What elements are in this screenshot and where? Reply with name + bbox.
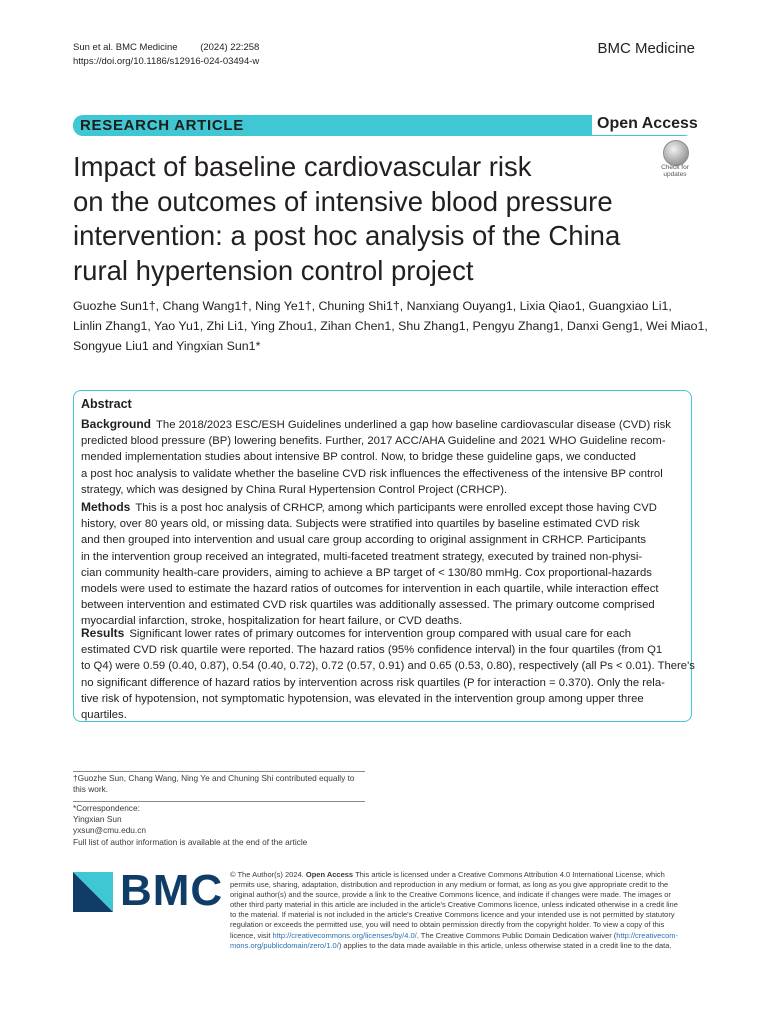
abstract-line: Significant lower rates of primary outcomes for intervention group compared with usual care for each [129,628,632,640]
license-line: licence, visit [230,930,271,940]
cc-by-link[interactable]: http://creativecommons.org/licenses/by/4.0/ [272,930,417,940]
cc0-link-part1[interactable]: http://creativecom- [616,930,678,940]
abstract-line: and then grouped into intervention and usual care group according to original assignment in CRHCP. Participants [81,534,646,547]
journal-name: BMC Medicine [597,40,695,57]
license-line: This article is licensed under a Creative Commons Attribution 4.0 International License, which [355,870,665,879]
abstract-line: myocardial infarction, stroke, hospitalization for heart failure, or CVD deaths. [81,615,463,628]
footnote-divider [73,801,365,802]
title-line: Impact of baseline cardiovascular risk [73,151,532,182]
check-updates-line1: Check for [661,164,689,171]
check-updates-line2: updates [663,171,687,178]
abstract-heading: Abstract [81,397,132,411]
author-line: Songyue Liu1 and Yingxian Sun1* [73,339,261,353]
abstract-line: no significant difference of hazard ratios by intervention across risk quartiles (P for interaction = 0.370). Only the rela- [81,676,665,689]
correspondence-note [73,803,373,848]
open-access-label: Open Access [597,115,698,132]
license-copyright: © The Author(s) 2024. [230,870,304,879]
license-line: regulation or exceeds the permitted use, you will need to obtain permission directly from the copyright holder. To view a copy of this [230,920,665,930]
license-line: other third party material in this article are included in the article's Creative Commons licence, unless indicated otherwise in a credit line [230,900,678,910]
title-line: intervention: a post hoc analysis of the China [73,220,621,251]
correspondence-email[interactable]: yxsun@cmu.edu.cn [73,825,146,836]
license-line: ) applies to the data made available in this article, unless otherwise stated in a credit line to the data. [338,940,672,950]
year-volume: (2024) 22:258 [200,42,260,53]
article-type-label: RESEARCH ARTICLE [80,117,244,134]
abstract-line: estimated CVD risk quartile were reported. The hazard ratios (95% confidence interval) in the four quartiles (from Q1 [81,644,663,657]
abstract-line: The 2018/2023 ESC/ESH Guidelines underlined a gap how baseline cardiovascular disease (CVD) risk [156,419,671,431]
license-open-access: Open Access [305,870,354,879]
footnote-line: this work. [73,784,109,795]
results-label: Results [81,626,125,640]
author-line: Linlin Zhang1, Yao Yu1, Zhi Li1, Ying Zhou1, Zihan Chen1, Shu Zhang1, Pengyu Zhang1, Danxi Geng1, Wei Miao1, [73,319,708,333]
abstract-line: strategy, which was designed by China Rural Hypertension Control Project (CRHCP). [81,483,508,496]
abstract-line: history, over 80 years old, or missing data. Subjects were stratified into quartiles by baseline estimated CVD risk [81,518,640,531]
article-title [73,150,653,288]
abstract-line: models were used to estimate the hazard ratios of outcomes for intervention in each quartile, while interaction effect [81,583,659,596]
doi-link[interactable]: https://doi.org/10.1186/s12916-024-03494-w [73,56,260,67]
license-line: to the material. If material is not included in the article's Creative Commons licence and your intended use is not permitted by statutory [230,910,675,920]
abstract-line: to Q4) were 0.59 (0.40, 0.87), 0.54 (0.40, 0.72), 0.72 (0.57, 0.91) and 0.65 (0.53, 0.80), respectively (all Ps < 0.01). There's [81,660,695,673]
running-head [73,41,259,69]
license-line: . The Creative Commons Public Domain Dedication waiver ( [416,930,617,940]
abstract-line: quartiles. [81,709,127,722]
abstract-results [81,625,695,723]
abstract-line: mended implementation studies about intensive BP control. Now, to bridge these guideline gaps, we conducted [81,451,636,464]
abstract-line: in the intervention group received an integrated, multi-faceted treatment strategy, executed by trained non-physi- [81,550,643,563]
abstract-line: predicted blood pressure (BP) lowering benefits. Further, 2017 ACC/AHA Guideline and 2021 WHO Guideline recom- [81,435,666,448]
license-text [230,870,700,951]
footnote-line: Full list of author information is available at the end of the article [73,836,308,847]
abstract-line: cian community health-care providers, aiming to achieve a BP target of < 130/80 mmHg. Cox proportional-hazards [81,566,652,579]
footnote-divider [73,771,365,772]
footnote-line: *Correspondence: [73,803,140,813]
abstract-line: between intervention and estimated CVD risk quartiles was additionally assessed. The primary outcome comprised [81,599,655,612]
background-label: Background [81,417,152,431]
cc0-link-part2[interactable]: mons.org/publicdomain/zero/1.0/ [230,940,339,950]
license-line: original author(s) and the source, provide a link to the Creative Commons licence, and indicate if changes were made. The images or [230,890,671,900]
check-for-updates-badge[interactable] [653,140,697,180]
abstract-line: a post hoc analysis to validate whether the baseline CVD risk influences the effectiveness of the intensive BP control [81,467,663,480]
methods-label: Methods [81,500,131,514]
abstract-background [81,416,685,498]
author-line: Guozhe Sun1†, Chang Wang1†, Ning Ye1†, Chuning Shi1†, Nanxiang Ouyang1, Lixia Qiao1, Guangxiao Li1, [73,299,672,313]
abstract-methods [81,499,685,630]
check-updates-icon [663,140,689,166]
abstract-line: This is a post hoc analysis of CRHCP, among which participants were enrolled except those having CVD [135,502,657,514]
equal-contribution-note [73,773,373,795]
bmc-logo-icon [73,872,113,912]
bmc-logo-text: BMC [120,866,224,915]
author-list [73,296,708,356]
citation: Sun et al. BMC Medicine [73,42,178,53]
title-line: rural hypertension control project [73,254,474,286]
abstract-line: tive risk of hypotension, not symptomatic hypotension, was elevated in the intervention group among upper three [81,692,644,705]
footnote-line: Yingxian Sun [73,814,122,825]
license-line: permits use, sharing, adaptation, distribution and reproduction in any medium or format, as long as you give appropriate credit to the [230,880,669,890]
footnote-line: †Guozhe Sun, Chang Wang, Ning Ye and Chuning Shi contributed equally to [73,773,355,783]
title-line: on the outcomes of intensive blood pressure [73,185,613,217]
